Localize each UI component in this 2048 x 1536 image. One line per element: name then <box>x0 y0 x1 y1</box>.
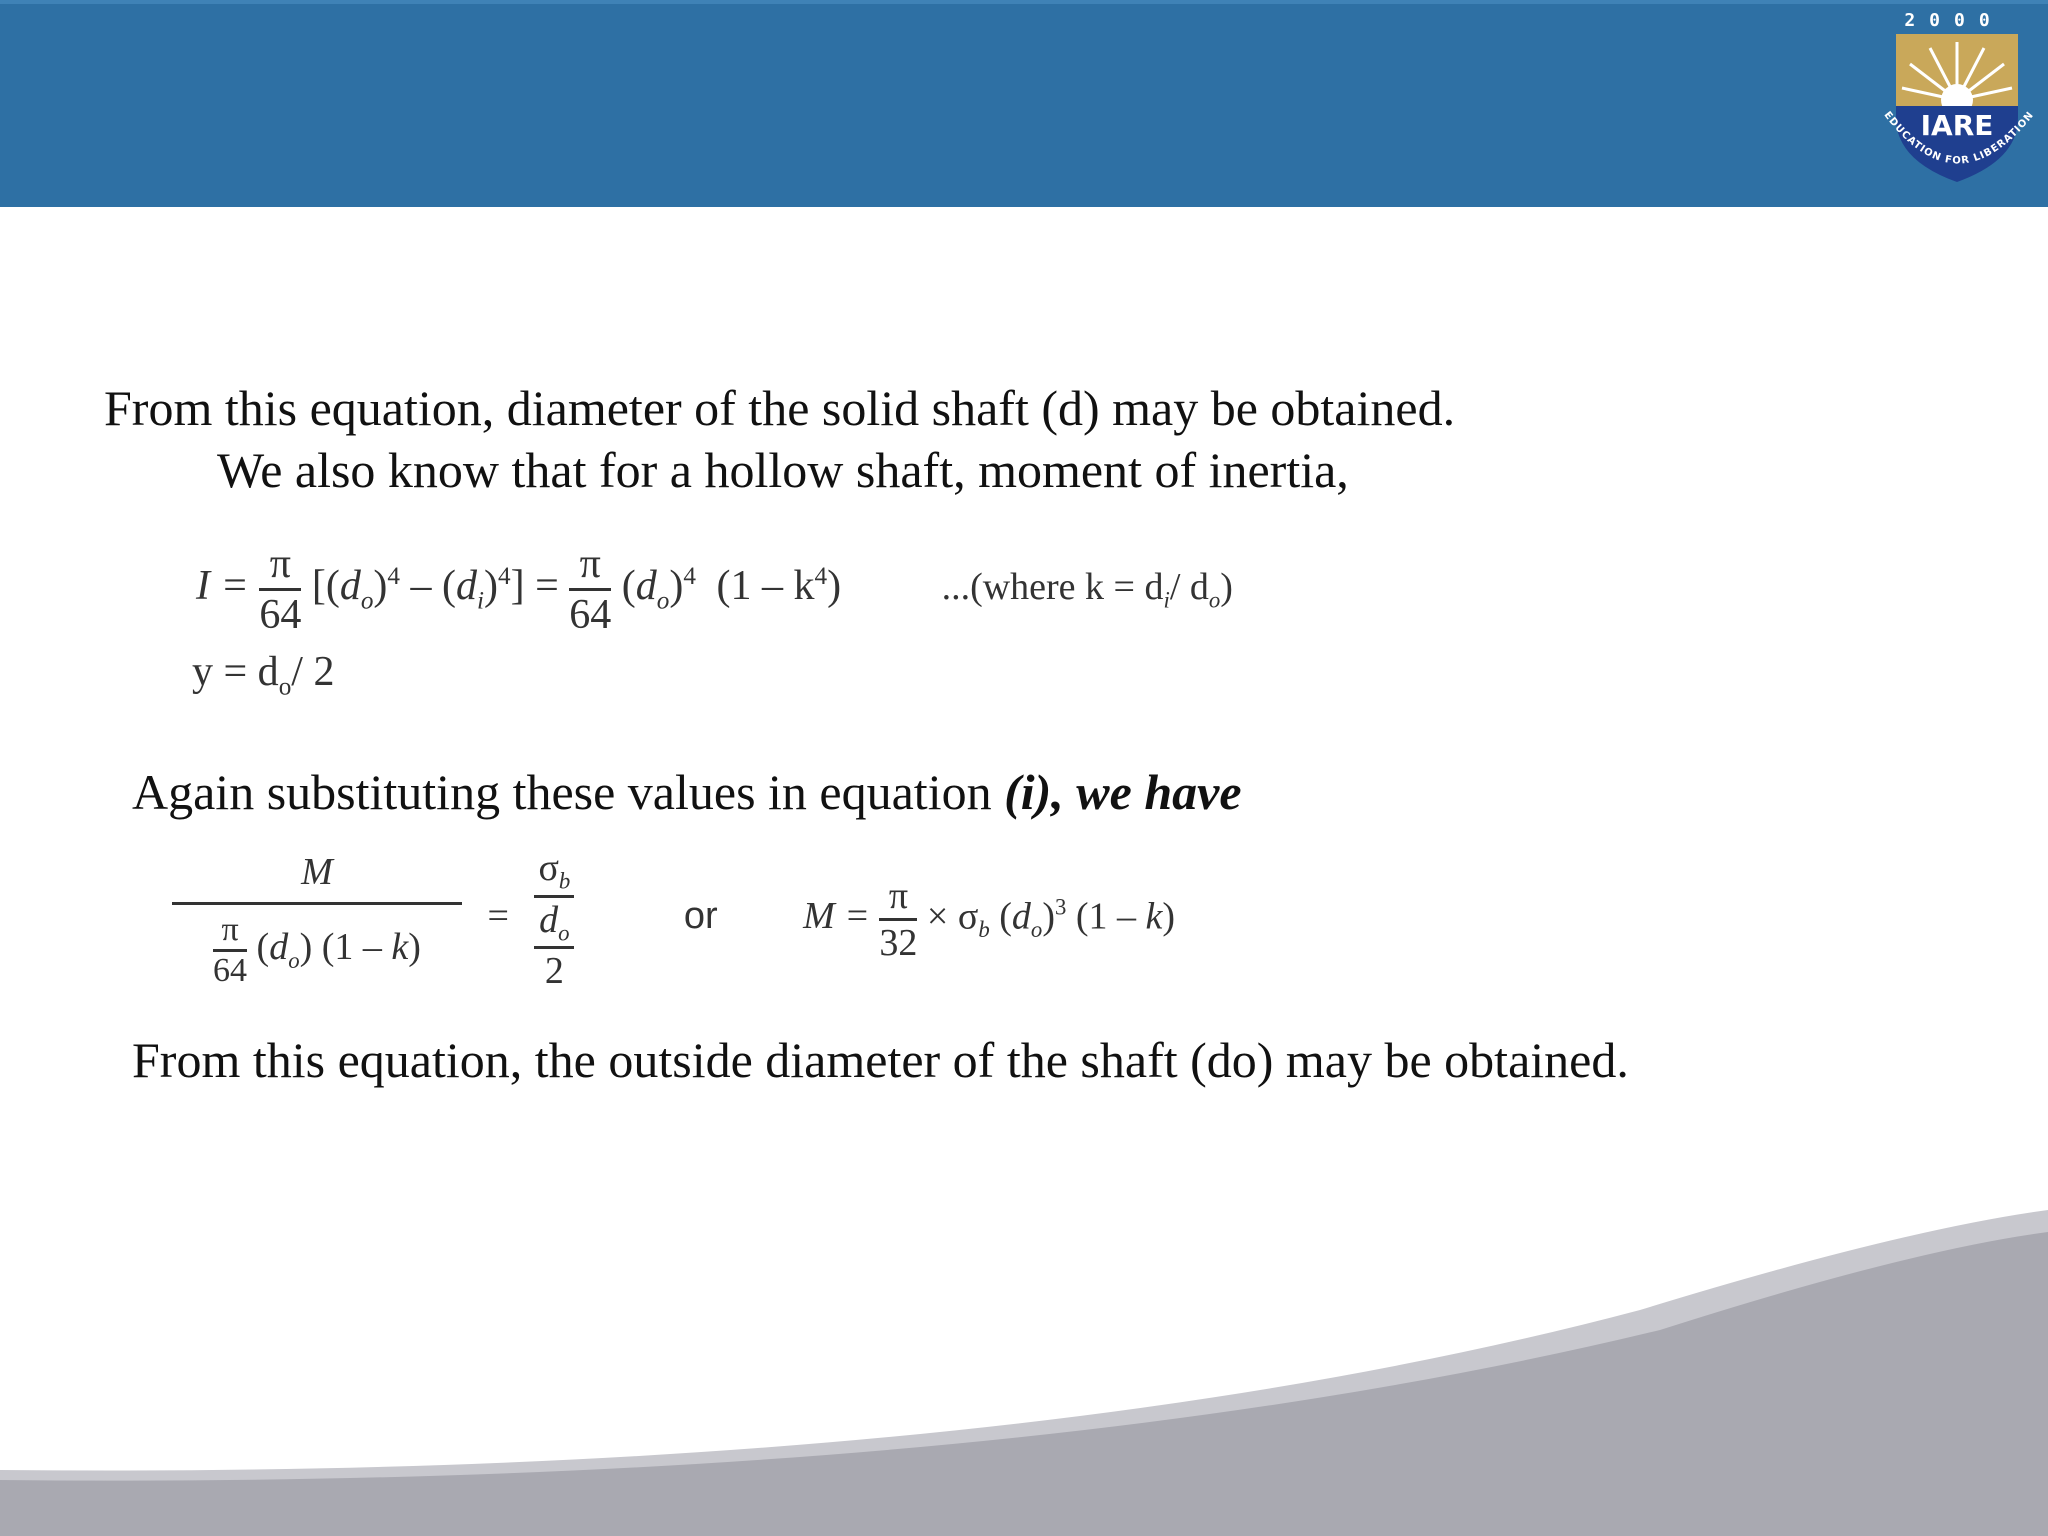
footer-swoosh <box>0 1180 2048 1536</box>
iare-emblem-icon <box>1868 0 2048 207</box>
body-line-4: From this equation, the outside diameter of the shaft (do) may be obtained. <box>132 1032 1629 1088</box>
header-top-line <box>0 0 2048 4</box>
y-equation: $y = d_o/$ 2 <box>192 649 335 701</box>
inertia-equation: I = $\frac{\pi}{64}$ $[(d_o)^4 - (d_i)^4]$ = $\frac{\pi}{64}$ $(d_o)^4$ $(1 - k^4)$ ...(where $k = d_i/$ $d_o$) <box>196 541 1233 638</box>
header-band <box>0 0 2048 207</box>
iare-logo <box>1868 0 2048 207</box>
body-line-2: We also know that for a hollow shaft, moment of inertia, <box>217 442 1349 498</box>
body-line-1: From this equation, diameter of the solid shaft (d) may be obtained. <box>104 380 1456 436</box>
logo-year: 2000 <box>1904 10 2004 31</box>
body-line-3: Again substituting these values in equation (i), we have <box>132 764 1242 820</box>
logo-name: IARE <box>1920 109 1994 142</box>
moment-equation: M $\frac{\pi}{64}$ $(d_o)$ (1 – k) = $\sigma_b$ $d_o$ 2 or M = $\frac{\pi}{32}$ × $\sigma_b$ $(d_o)^3$ (1 – k) <box>172 846 1175 993</box>
logo-motto: EDUCATION FOR LIBERATION <box>1881 109 2037 167</box>
